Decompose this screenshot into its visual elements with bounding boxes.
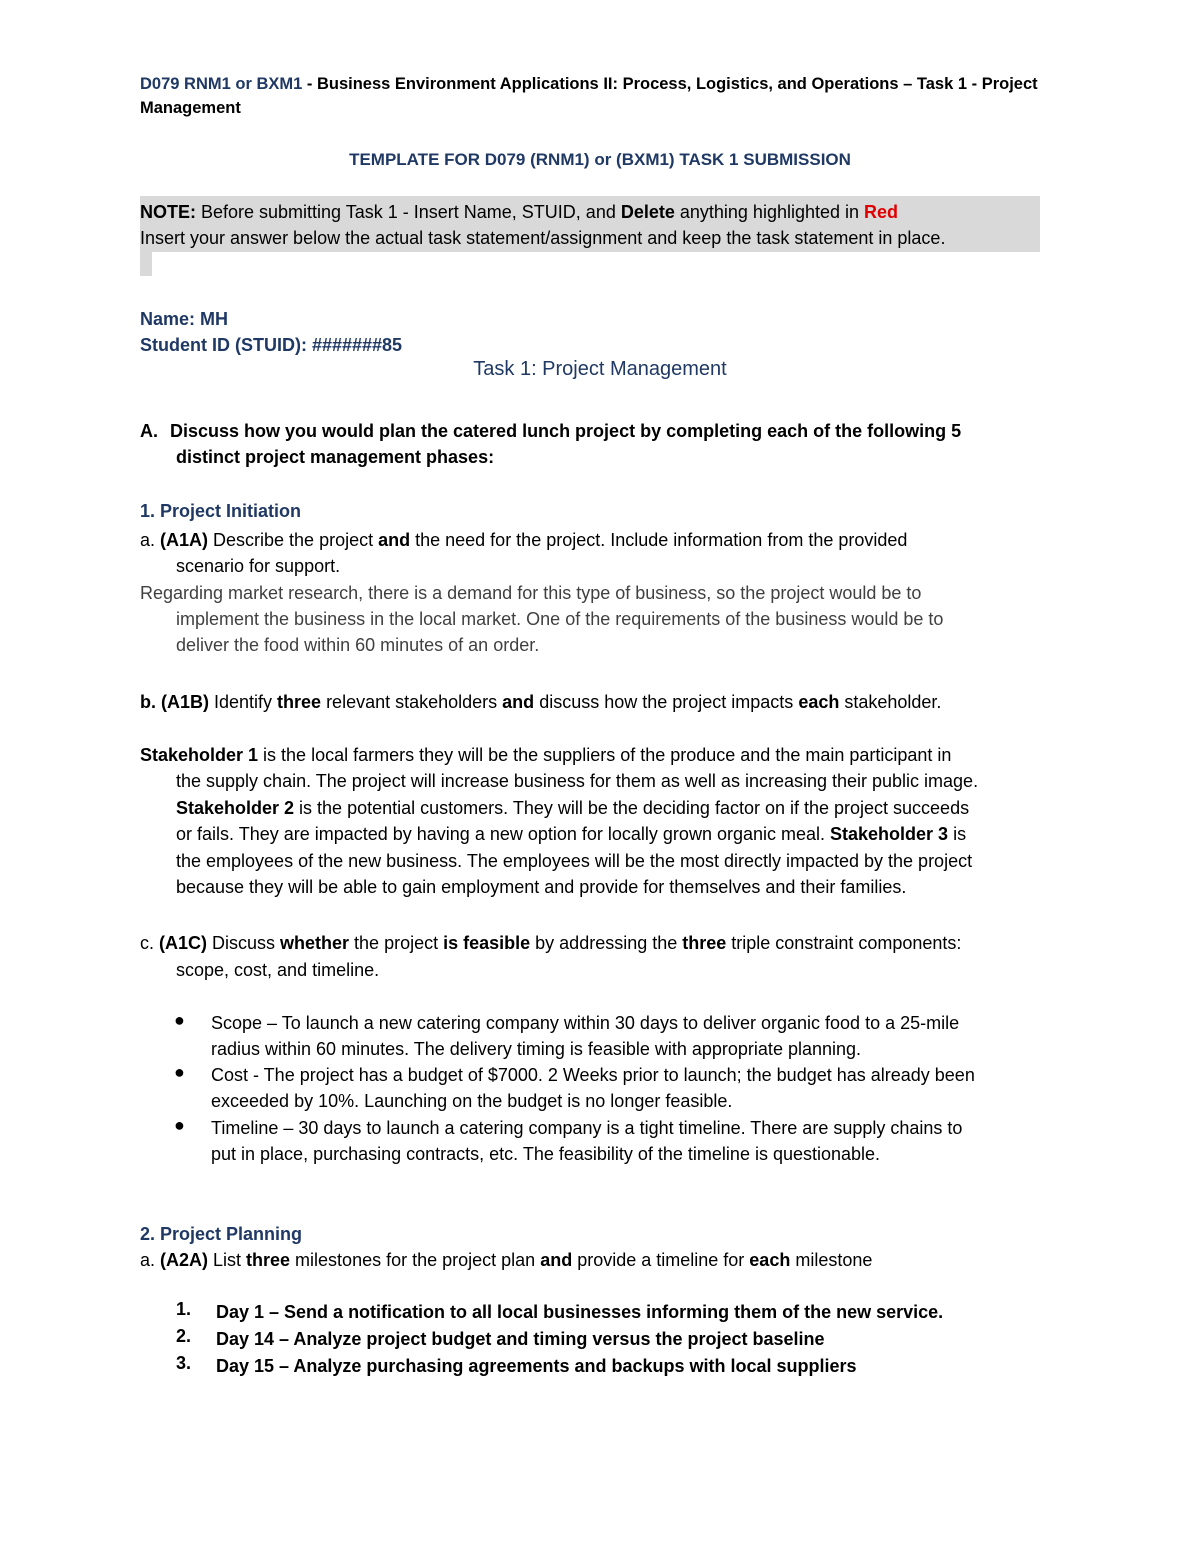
b-each: each xyxy=(798,692,840,712)
bullet-cost-line2: exceeded by 10%. Launching on the budget is no longer feasible. xyxy=(211,1091,733,1111)
stakeholder2-label: Stakeholder 2 xyxy=(176,798,295,818)
a-text2: the need for the project. Include information from the provided xyxy=(410,530,908,550)
template-title: TEMPLATE FOR D079 (RNM1) or (BXM1) TASK 1 SUBMISSION xyxy=(349,150,851,169)
phase2-heading: 2. Project Planning xyxy=(140,1224,303,1244)
milestone-item: Day 1 – Send a notification to all local businesses informing them of the new service. xyxy=(216,1302,944,1322)
note-text: Before submitting Task 1 - Insert Name, STUID, and xyxy=(196,202,621,222)
c-text2: the project xyxy=(349,933,444,953)
phase1-a-prompt xyxy=(140,527,907,553)
stakeholder2-line1 xyxy=(176,795,969,821)
b-and: and xyxy=(502,692,535,712)
stakeholder1-label: Stakeholder 1 xyxy=(140,745,259,765)
section-a-line2: distinct project management phases: xyxy=(176,447,495,467)
milestone-item: Day 14 – Analyze project budget and timing versus the project baseline xyxy=(216,1329,825,1349)
b-text1: Identify xyxy=(209,692,278,712)
student-id: Student ID (STUID): #######85 xyxy=(140,335,403,355)
p2-a-text4: milestone xyxy=(790,1250,873,1270)
stakeholder3-line2: the employees of the new business. The employees will be the most directly impacted by the project xyxy=(176,851,973,871)
milestone-number: 3. xyxy=(176,1353,192,1373)
stakeholder2-text2: or fails. They are impacted by having a new option for locally grown organic meal. xyxy=(176,824,831,844)
milestone-item: Day 15 – Analyze purchasing agreements and backups with local suppliers xyxy=(216,1356,857,1376)
bullet-icon: ● xyxy=(174,1062,185,1082)
stakeholder1-text: is the local farmers they will be the suppliers of the produce and the main participant in xyxy=(258,745,952,765)
c-prefix: c. xyxy=(140,933,160,953)
stakeholder1-line2: the supply chain. The project will increase business for them as well as increasing their public image. xyxy=(176,771,979,791)
b-prefix: b. xyxy=(140,692,161,712)
bullet-timeline-line2: put in place, purchasing contracts, etc. The feasibility of the timeline is questionable. xyxy=(211,1144,881,1164)
section-a-label: A. xyxy=(140,421,158,441)
phase1-a-answer-line2: implement the business in the local market. One of the requirements of the business would be to xyxy=(176,609,944,629)
p2-a-prefix: a. xyxy=(140,1250,161,1270)
bullet-cost-line1: Cost - The project has a budget of $7000. 2 Weeks prior to launch; the budget has already been xyxy=(211,1065,975,1085)
p2-a-each: each xyxy=(749,1250,791,1270)
phase1-b-prompt xyxy=(140,689,941,715)
c-feasible: is feasible xyxy=(443,933,531,953)
task-title: Task 1: Project Management xyxy=(473,358,727,380)
phase1-heading: 1. Project Initiation xyxy=(140,501,302,521)
course-header xyxy=(140,72,1038,96)
bullet-icon: ● xyxy=(174,1010,185,1030)
bullet-scope-line2: radius within 60 minutes. The delivery timing is feasible with appropriate planning. xyxy=(211,1039,862,1059)
milestone-number: 1. xyxy=(176,1299,192,1319)
note-line2: Insert your answer below the actual task statement/assignment and keep the task statement in place. xyxy=(140,228,946,248)
phase2-a-prompt xyxy=(140,1247,872,1273)
note-label: NOTE: xyxy=(140,202,196,222)
p2-a-code: (A2A) xyxy=(160,1250,209,1270)
p2-a-three: three xyxy=(246,1250,291,1270)
milestone-number: 2. xyxy=(176,1326,192,1346)
course-header-line2: Management xyxy=(140,99,241,117)
c-whether: whether xyxy=(280,933,350,953)
a-and: and xyxy=(378,530,411,550)
stakeholder2-line2 xyxy=(176,821,966,847)
note-text-mid: anything highlighted in xyxy=(674,202,865,222)
c-text4: triple constraint components: xyxy=(726,933,962,953)
b-text4: stakeholder. xyxy=(839,692,942,712)
stakeholder2-text: is the potential customers. They will be the deciding factor on if the project succeeds xyxy=(294,798,970,818)
p2-a-text1: List xyxy=(208,1250,247,1270)
phase1-a-answer-line3: deliver the food within 60 minutes of an order. xyxy=(176,635,540,655)
note-red-word: Red xyxy=(864,202,899,222)
student-name: Name: MH xyxy=(140,309,229,329)
b-code: (A1B) xyxy=(161,692,209,712)
phase1-a-prompt-line2: scenario for support. xyxy=(176,556,341,576)
bullet-icon: ● xyxy=(174,1115,185,1135)
note-highlight-stub xyxy=(140,252,152,276)
p2-a-and: and xyxy=(540,1250,573,1270)
p2-a-text2: milestones for the project plan xyxy=(290,1250,541,1270)
course-title: - Business Environment Applications II: Process, Logistics, and Operations – Task 1 - Project xyxy=(302,75,1038,93)
phase1-c-line2: scope, cost, and timeline. xyxy=(176,960,380,980)
phase1-a-answer-line1: Regarding market research, there is a demand for this type of business, so the project would be to xyxy=(140,583,922,603)
bullet-timeline-line1: Timeline – 30 days to launch a catering company is a tight timeline. There are supply chains to xyxy=(211,1118,963,1138)
stakeholder3-line3: because they will be able to gain employment and provide for themselves and their families. xyxy=(176,877,907,897)
stakeholder1-line1 xyxy=(140,742,951,768)
phase1-c-prompt xyxy=(140,930,961,956)
b-three: three xyxy=(277,692,322,712)
course-code: D079 RNM1 or BXM1 xyxy=(140,75,303,93)
section-a-line1: Discuss how you would plan the catered lunch project by completing each of the following 5 xyxy=(170,421,962,441)
b-text2: relevant stakeholders xyxy=(321,692,503,712)
p2-a-text3: provide a timeline for xyxy=(572,1250,750,1270)
note-delete-word: Delete xyxy=(620,202,675,222)
a-text1: Describe the project xyxy=(208,530,379,550)
c-code: (A1C) xyxy=(159,933,208,953)
a-prefix: a. xyxy=(140,530,161,550)
b-text3: discuss how the project impacts xyxy=(534,692,799,712)
stakeholder3-label: Stakeholder 3 xyxy=(830,824,949,844)
note-line1 xyxy=(140,199,898,225)
c-text1: Discuss xyxy=(207,933,281,953)
a-code: (A1A) xyxy=(160,530,209,550)
c-text3: by addressing the xyxy=(530,933,683,953)
c-three: three xyxy=(682,933,727,953)
bullet-scope-line1: Scope – To launch a new catering company within 30 days to deliver organic food to a 25-mile xyxy=(211,1013,960,1033)
stakeholder3-text: is xyxy=(948,824,967,844)
